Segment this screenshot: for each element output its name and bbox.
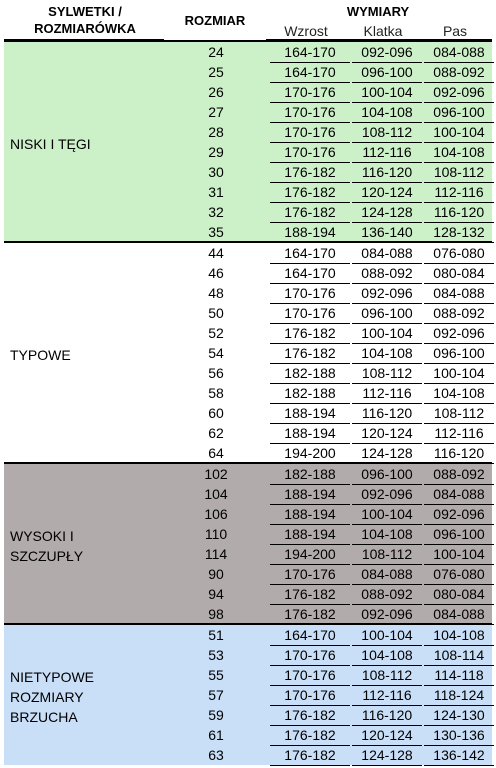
table-row bbox=[4, 142, 492, 162]
chest-cell: 116-120 bbox=[352, 162, 422, 183]
waist-cell: 108-114 bbox=[424, 645, 494, 666]
chest-cell: 104-108 bbox=[352, 343, 422, 364]
height-cell: 188-194 bbox=[270, 504, 350, 525]
waist-cell: 092-096 bbox=[424, 323, 494, 344]
waist-cell: 130-136 bbox=[424, 725, 494, 746]
size-cell: 61 bbox=[208, 727, 224, 743]
table-row bbox=[4, 82, 492, 102]
chest-cell: 124-128 bbox=[352, 745, 422, 766]
subheader-height: Wzrost bbox=[284, 23, 328, 39]
height-cell: 164-170 bbox=[270, 243, 350, 264]
table-row bbox=[4, 625, 492, 645]
size-cell: 114 bbox=[204, 546, 228, 562]
table-row bbox=[4, 725, 492, 745]
height-cell: 176-182 bbox=[270, 745, 350, 766]
height-cell: 176-182 bbox=[270, 604, 350, 625]
table-row bbox=[4, 423, 492, 443]
chest-cell: 112-116 bbox=[352, 142, 422, 163]
height-cell: 182-188 bbox=[270, 363, 350, 384]
chest-cell: 116-120 bbox=[352, 705, 422, 726]
waist-cell: 104-108 bbox=[424, 625, 494, 646]
table-row bbox=[4, 705, 492, 725]
size-cell: 64 bbox=[208, 445, 224, 461]
size-cell: 44 bbox=[208, 245, 224, 261]
size-cell: 53 bbox=[208, 647, 224, 663]
waist-cell: 076-080 bbox=[424, 564, 494, 585]
size-cell: 98 bbox=[208, 606, 224, 622]
size-cell: 94 bbox=[208, 586, 224, 602]
waist-cell: 118-124 bbox=[424, 685, 494, 706]
table-row bbox=[4, 323, 492, 343]
waist-cell: 128-132 bbox=[424, 222, 494, 243]
size-cell: 48 bbox=[208, 285, 224, 301]
size-cell: 25 bbox=[208, 64, 224, 80]
height-cell: 188-194 bbox=[270, 423, 350, 444]
height-cell: 176-182 bbox=[270, 343, 350, 364]
table-row bbox=[4, 564, 492, 584]
group-0 bbox=[4, 40, 492, 242]
table-row bbox=[4, 464, 492, 484]
table-row bbox=[4, 524, 492, 544]
size-cell: 31 bbox=[208, 184, 224, 200]
group-label-line: TYPOWE bbox=[10, 347, 71, 363]
table-row bbox=[4, 403, 492, 423]
height-cell: 176-182 bbox=[270, 202, 350, 223]
table-row bbox=[4, 263, 492, 283]
height-cell: 194-200 bbox=[270, 443, 350, 464]
table-row bbox=[4, 383, 492, 403]
size-cell: 27 bbox=[208, 104, 224, 120]
chest-cell: 116-120 bbox=[352, 403, 422, 424]
table-row bbox=[4, 443, 492, 463]
group-1 bbox=[4, 241, 492, 463]
height-cell: 188-194 bbox=[270, 484, 350, 505]
table-row bbox=[4, 303, 492, 323]
chest-cell: 108-112 bbox=[352, 122, 422, 143]
height-cell: 170-176 bbox=[270, 685, 350, 706]
chest-cell: 104-108 bbox=[352, 102, 422, 123]
chest-cell: 092-096 bbox=[352, 484, 422, 505]
group-label-line: NIETYPOWE bbox=[10, 669, 95, 685]
group-label-line: SZCZUPŁY bbox=[10, 548, 84, 564]
waist-cell: 080-084 bbox=[424, 263, 494, 284]
subheader-chest: Klatka bbox=[363, 23, 403, 39]
size-cell: 55 bbox=[208, 667, 224, 683]
chest-cell: 096-100 bbox=[352, 62, 422, 83]
header-silhouette-line1: SYLWETKI / bbox=[48, 4, 122, 19]
waist-cell: 096-100 bbox=[424, 524, 494, 545]
height-cell: 170-176 bbox=[270, 283, 350, 304]
height-cell: 176-182 bbox=[270, 182, 350, 203]
chest-cell: 100-104 bbox=[352, 323, 422, 344]
chest-cell: 084-088 bbox=[352, 243, 422, 264]
chest-cell: 120-124 bbox=[352, 182, 422, 203]
chest-cell: 100-104 bbox=[352, 504, 422, 525]
group-3 bbox=[4, 623, 492, 765]
waist-cell: 100-104 bbox=[424, 122, 494, 143]
height-cell: 164-170 bbox=[270, 42, 350, 63]
header-silhouette bbox=[4, 3, 166, 37]
size-cell: 29 bbox=[208, 144, 224, 160]
size-cell: 52 bbox=[208, 325, 224, 341]
size-cell: 60 bbox=[208, 405, 224, 421]
size-cell: 62 bbox=[208, 425, 224, 441]
chest-cell: 084-088 bbox=[352, 564, 422, 585]
table-row bbox=[4, 62, 492, 82]
chest-cell: 124-128 bbox=[352, 202, 422, 223]
height-cell: 170-176 bbox=[270, 122, 350, 143]
size-cell: 35 bbox=[208, 224, 224, 240]
waist-cell: 084-088 bbox=[424, 484, 494, 505]
chest-cell: 108-112 bbox=[352, 363, 422, 384]
header-silhouette-line2: ROZMIARÓWKA bbox=[34, 21, 136, 36]
table-row bbox=[4, 484, 492, 504]
group-label-line: NISKI I TĘGI bbox=[10, 136, 91, 152]
height-cell: 164-170 bbox=[270, 263, 350, 284]
size-cell: 102 bbox=[204, 466, 228, 482]
size-cell: 50 bbox=[208, 305, 224, 321]
waist-cell: 096-100 bbox=[424, 102, 494, 123]
chest-cell: 096-100 bbox=[352, 303, 422, 324]
chest-cell: 100-104 bbox=[352, 625, 422, 646]
height-cell: 176-182 bbox=[270, 323, 350, 344]
waist-cell: 100-104 bbox=[424, 363, 494, 384]
table-row bbox=[4, 685, 492, 705]
size-cell: 106 bbox=[204, 506, 228, 522]
height-cell: 170-176 bbox=[270, 142, 350, 163]
height-cell: 176-182 bbox=[270, 705, 350, 726]
waist-cell: 116-120 bbox=[424, 443, 494, 464]
chest-cell: 104-108 bbox=[352, 524, 422, 545]
waist-cell: 080-084 bbox=[424, 584, 494, 605]
height-cell: 188-194 bbox=[270, 403, 350, 424]
table-row bbox=[4, 202, 492, 222]
height-cell: 170-176 bbox=[270, 82, 350, 103]
size-cell: 90 bbox=[208, 566, 224, 582]
chest-cell: 096-100 bbox=[352, 464, 422, 485]
size-cell: 54 bbox=[208, 345, 224, 361]
table-row bbox=[4, 102, 492, 122]
table-row bbox=[4, 283, 492, 303]
chest-cell: 088-092 bbox=[352, 584, 422, 605]
height-cell: 164-170 bbox=[270, 625, 350, 646]
size-cell: 30 bbox=[208, 164, 224, 180]
size-cell: 24 bbox=[208, 44, 224, 60]
chest-cell: 092-096 bbox=[352, 42, 422, 63]
table-row bbox=[4, 243, 492, 263]
waist-cell: 076-080 bbox=[424, 243, 494, 264]
size-cell: 56 bbox=[208, 365, 224, 381]
height-cell: 164-170 bbox=[270, 62, 350, 83]
height-cell: 188-194 bbox=[270, 524, 350, 545]
header-size: ROZMIAR bbox=[184, 13, 246, 28]
table-row bbox=[4, 363, 492, 383]
waist-cell: 112-116 bbox=[424, 182, 494, 203]
height-cell: 194-200 bbox=[270, 544, 350, 565]
table-row bbox=[4, 122, 492, 142]
waist-cell: 108-112 bbox=[424, 162, 494, 183]
chest-cell: 108-112 bbox=[352, 665, 422, 686]
height-cell: 176-182 bbox=[270, 162, 350, 183]
waist-cell: 100-104 bbox=[424, 544, 494, 565]
chest-cell: 112-116 bbox=[352, 383, 422, 404]
table-row bbox=[4, 645, 492, 665]
chest-cell: 088-092 bbox=[352, 263, 422, 284]
height-cell: 170-176 bbox=[270, 665, 350, 686]
group-label-line: BRZUCHA bbox=[10, 709, 78, 725]
waist-cell: 088-092 bbox=[424, 303, 494, 324]
size-cell: 63 bbox=[208, 747, 224, 763]
table-row bbox=[4, 745, 492, 765]
table-row bbox=[4, 222, 492, 242]
size-cell: 58 bbox=[208, 385, 224, 401]
height-cell: 182-188 bbox=[270, 383, 350, 404]
waist-cell: 116-120 bbox=[424, 202, 494, 223]
group-label-line: WYSOKI I bbox=[10, 528, 74, 544]
size-cell: 51 bbox=[208, 627, 224, 643]
waist-cell: 088-092 bbox=[424, 464, 494, 485]
waist-cell: 088-092 bbox=[424, 62, 494, 83]
table-row bbox=[4, 343, 492, 363]
table-row bbox=[4, 162, 492, 182]
size-cell: 59 bbox=[208, 707, 224, 723]
height-cell: 188-194 bbox=[270, 222, 350, 243]
height-cell: 176-182 bbox=[270, 725, 350, 746]
height-cell: 170-176 bbox=[270, 645, 350, 666]
header-measurements: WYMIARY bbox=[346, 4, 410, 19]
table-row bbox=[4, 504, 492, 524]
waist-cell: 092-096 bbox=[424, 82, 494, 103]
size-cell: 46 bbox=[208, 265, 224, 281]
waist-cell: 084-088 bbox=[424, 42, 494, 63]
height-cell: 170-176 bbox=[270, 102, 350, 123]
chest-cell: 100-104 bbox=[352, 82, 422, 103]
waist-cell: 084-088 bbox=[424, 283, 494, 304]
waist-cell: 112-116 bbox=[424, 423, 494, 444]
chest-cell: 108-112 bbox=[352, 544, 422, 565]
height-cell: 170-176 bbox=[270, 303, 350, 324]
size-cell: 110 bbox=[204, 526, 228, 542]
chest-cell: 136-140 bbox=[352, 222, 422, 243]
waist-cell: 096-100 bbox=[424, 343, 494, 364]
waist-cell: 104-108 bbox=[424, 383, 494, 404]
waist-cell: 124-130 bbox=[424, 705, 494, 726]
height-cell: 170-176 bbox=[270, 564, 350, 585]
height-cell: 182-188 bbox=[270, 464, 350, 485]
chest-cell: 120-124 bbox=[352, 725, 422, 746]
table-row bbox=[4, 604, 492, 624]
group-label-line: ROZMIARY bbox=[10, 689, 84, 705]
group-2 bbox=[4, 462, 492, 624]
waist-cell: 084-088 bbox=[424, 604, 494, 625]
chest-cell: 104-108 bbox=[352, 645, 422, 666]
table-row bbox=[4, 584, 492, 604]
waist-cell: 136-142 bbox=[424, 745, 494, 766]
chest-cell: 092-096 bbox=[352, 604, 422, 625]
waist-cell: 108-112 bbox=[424, 403, 494, 424]
table-row bbox=[4, 665, 492, 685]
waist-cell: 092-096 bbox=[424, 504, 494, 525]
table-row bbox=[4, 42, 492, 62]
table-row bbox=[4, 544, 492, 564]
size-cell: 104 bbox=[204, 486, 228, 502]
height-cell: 176-182 bbox=[270, 584, 350, 605]
waist-cell: 104-108 bbox=[424, 142, 494, 163]
chest-cell: 112-116 bbox=[352, 685, 422, 706]
chest-cell: 120-124 bbox=[352, 423, 422, 444]
chest-cell: 124-128 bbox=[352, 443, 422, 464]
chest-cell: 092-096 bbox=[352, 283, 422, 304]
size-cell: 26 bbox=[208, 84, 224, 100]
waist-cell: 114-118 bbox=[424, 665, 494, 686]
size-cell: 28 bbox=[208, 124, 224, 140]
subheader-waist: Pas bbox=[442, 23, 468, 39]
size-cell: 57 bbox=[208, 687, 224, 703]
size-cell: 32 bbox=[208, 204, 224, 220]
table-row bbox=[4, 182, 492, 202]
